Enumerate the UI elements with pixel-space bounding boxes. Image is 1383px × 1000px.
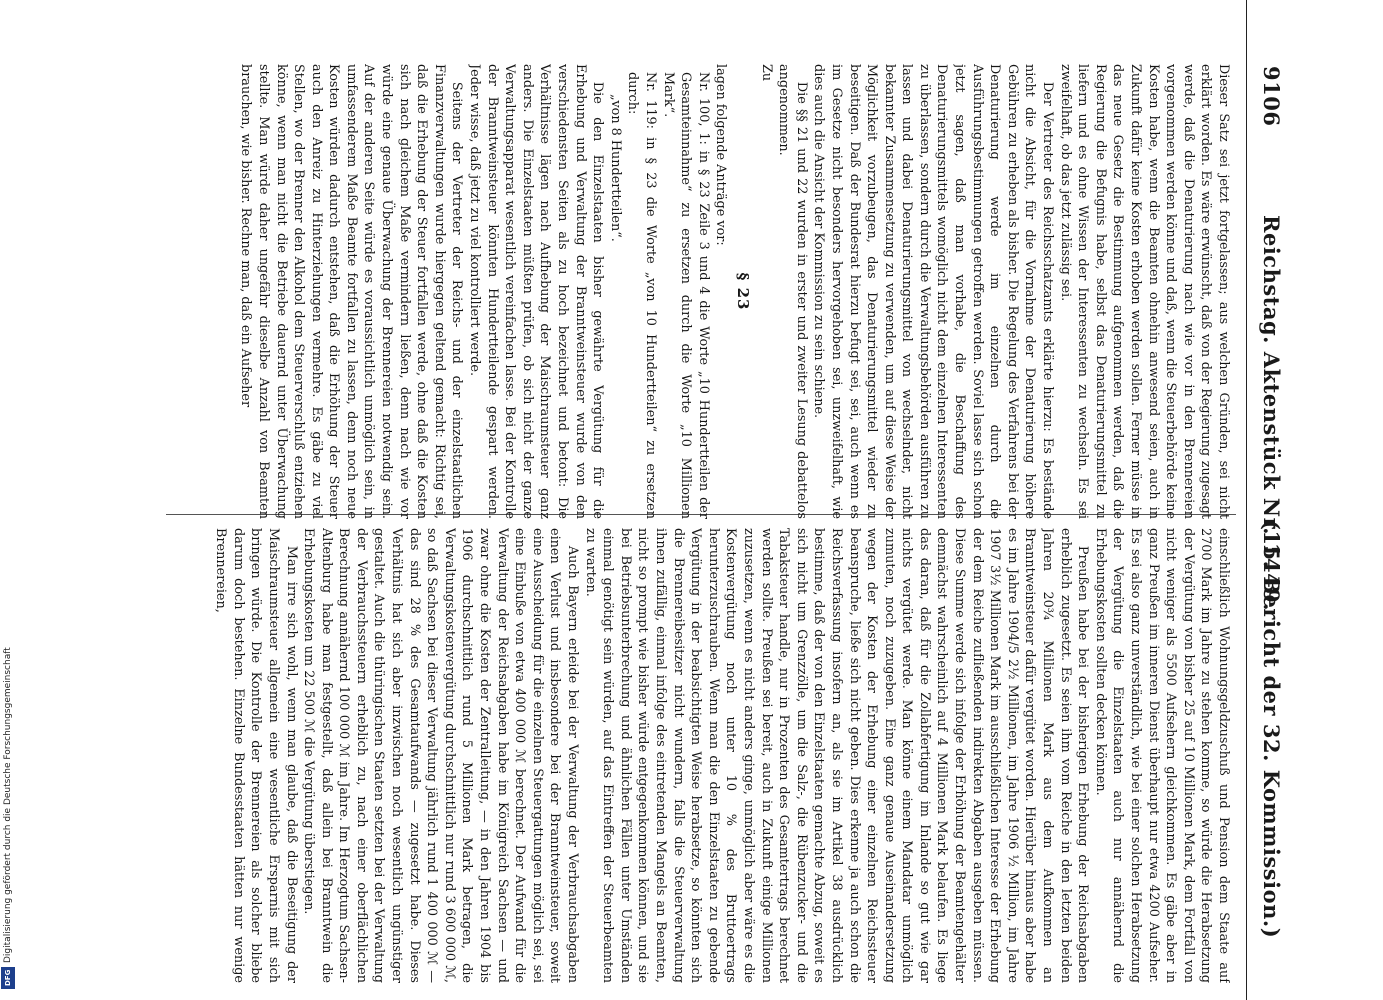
page-header — [1246, 0, 1290, 1000]
document-title: Reichstag. Aktenstück Nr. 1449. — [1259, 215, 1284, 612]
motion-item — [659, 64, 712, 519]
motion-label: Nr. 119: — [643, 72, 658, 129]
page-number: 9106 — [1259, 66, 1284, 127]
right-paragraph: einschließlich Wohnungsgeldzuschuß und Pension dem Staate auf 2700 Mark im Jahre zu stehen komme, so würde die Herabsetzung der Vergütung von bisher 25 auf 10 Millionen Mark, dem Fortfall von nicht weniger als 5500 Aufsehern gleichkommen. Es gäbe aber in ganz Preußen im inneren Dienst überhaupt nur etwa 4200 Aufseher. Es sei also ganz unverständlich, wie bei einer solchen Herabsetzung der Vergütung die Einzelstaaten auch nur annähernd die Erhebungskosten sollten decken können. — [1092, 528, 1231, 983]
left-column — [152, 64, 1232, 519]
dfg-logo: DFG — [1, 967, 15, 989]
report-title: (15. Bericht der 32. Kommission.) — [1259, 520, 1284, 939]
motion-text: in § 23 die Worte „von 10 Hundertteilen“ zu ersetzen durch: — [625, 72, 658, 519]
left-paragraph: Die den Einzelstaaten bisher gewährte Vergütung für die Erhebung und Verwaltung der Branntweinsteuer wurde von den verschiedensten Seiten als zu hoch bezeichnet und betont: Die Verhältnisse lägen nach Aufhebung der Maischraumsteuer ganz anders. Die Einzelstaaten müßten prüfen, ob sich nicht der ganze Verwaltungsapparat wesentlich vereinfachen lasse. Bei der Kontrolle der Branntweinsteuer könnten Hundertteilende gespart werden. Jeder wisse, daß jetzt zu viel kontrolliert werde. — [467, 64, 606, 519]
motion-label: Nr. 100, 1: — [695, 72, 711, 145]
left-paragraph: Dieser Satz sei jetzt fortgelassen; aus welchen Gründen, sei nicht erklärt worden. Es wäre erwünscht, daß von der Regierung zugesagt werde, daß die Denaturierung nach wie vor in den Brennereien vorgenommen werden könne und daß, wenn die Steuerbehörde keine Kosten habe, wenn die Beamten ohnehin anwesend seien, auch in Zukunft dafür keine Kosten erhoben werden sollen. Ferner müsse in das neue Gesetz die Bestimmung aufgenommen werden, daß die Regierung die Befugnis habe, selbst das Denaturierungsmittel zu liefern und es ohne Wissen der Interessenten zu wechseln. Es sei zweifelhaft, ob das jetzt zulässig sei. — [1057, 64, 1231, 519]
motion-item — [624, 64, 659, 519]
motions-intro: lagen folgende Anträge vor: — [713, 64, 729, 246]
motion-quote: „von 8 Hundertteilen“. — [607, 94, 623, 242]
right-paragraph: Preußen habe bei der bisherigen Erhebung der Reichsabgaben erheblich zugesetzt. Es seien ihm vom Reiche in den letzten beiden Jahren 20¾ Millionen Mark aus dem Aufkommen an Branntweinsteuer dafür vergütet worden. Hierüber hinaus aber habe es im Jahre 1904/5 2½ Millionen, im Jahre 1906 ½ Million, im Jahre 1907 3½ Millionen Mark im ausschließlichen Interesse der Erhebung der dem Reiche zufließenden indirekten Abgaben ausgeben müssen. Diese Summe werde sich infolge der Erhöhung der Beamtengehälter demnächst wahrscheinlich auf 4 Millionen Mark belaufen. Es liege das daran, daß für die Zollabfertigung im Inlande so gut wie gar nichts vergütet werde. Man könne einem Mandatar unmöglich zumuten, noch zuzugeben. Eine ganz genaue Auseinandersetzung wegen der Kosten der Erhebung einer einzelnen Reichssteuer beanspruche, ließe sich nicht geben. Dies erkenne ja auch schon die Reichsverfassung insofern an, als sie im Artikel 38 ausdrücklich bestimme, daß der von den Einzelstaaten gemachte Abzug, soweit es sich nicht um Grenzzölle, um die Salz-, die Rübenzucker- und die Tabaksteuer handle, nur in Prozenten des Gesamtertrags berechnet werden sollte. Preußen sei bereit, auch in Zukunft einige Millionen zuzusetzen, wenn es nicht anders ginge, unmöglich aber wäre es die Kostenvergütung noch unter 10 % des Bruttoertrags herunterzuschrauben. Wenn man die den Einzelstaaten zu gebende Vergütung in der beabsichtigten Weise herabsetze, so könnten sich die Brennereibesitzer nicht wundern, falls die Steuerverwaltung ihnen zufällig, einmal infolge des eintretenden Mangels an Beamten, nicht so prompt wie bisher würde entgegenkommen können, und sie bei Betriebsunterbrechung und ähnlichen Fällen unter Umständen einmal genötigt sein würden, auf das Eintreffen der Steuerbeamten zu warten. — [582, 528, 1091, 983]
left-paragraph: Der Vertreter des Reichsschatzamts erklärte hierzu: Es bestände nicht die Absicht, für die Vornahme der Denaturierung höhere Gebühren zu erheben als bisher. Die Regelung des Verfahrens bei der Denaturierung werde im einzelnen durch die Ausführungsbestimmungen getroffen werden. Soviel lasse sich schon jetzt sagen, daß man vorhabe, die Beschaffung des Denaturierungsmittels womöglich nicht dem einzelnen Interessenten zu überlassen, sondern durch die Verwaltungsbehörden ausführen zu lassen und dabei Denaturierungsmittel von wechselnder, nicht bekannter Zusammensetzung zu verwenden, um auf diese Weise der Möglichkeit vorzubeugen, das Denaturierungsmittel wieder zu beseitigen. Daß der Bundesrat hierzu befugt sei, sei, auch wenn es im Gesetze nicht besonders hervorgehoben sei, unzweifelhaft, wie dies auch die Ansicht der Kommission zu sein schiene. — [811, 64, 1056, 519]
section-zu: Zu — [758, 64, 774, 82]
right-paragraph: Auch Bayern erleide bei der Verwaltung der Verbrauchsabgaben einen Verlust und insbesondere bei der Branntweinsteuer, soweit eine Ausscheidung für die einzelnen Steuergattungen möglich sei, sei eine Einbuße von etwa 400 000 ℳ berechnet. Der Aufwand für die Verwaltung der Reichsabgaben habe im Königreich Sachsen — und zwar ohne die Kosten der Zentralleitung, — in den Jahren 1904 bis 1906 durchschnittlich rund 5 Millionen Mark betragen, die Verwaltungskostenvergütung durchschnittlich nur rund 3 600 000 ℳ, so daß Sachsen bei dieser Verwaltung jährlich rund 1 400 000 ℳ — das sind 28 % des Gesamtaufwands — zugesetzt habe. Dieses Verhältnis hat sich aber inzwischen noch wesentlich ungünstiger gestaltet. Auch die thüringischen Staaten setzten bei der Verwaltung der Verbrauchssteuern erheblich zu, nach einer oberflächlichen Berechnung annähernd 100 000 ℳ im Jahre. Im Herzogtum Sachsen-Altenburg habe man festgestellt, daß allein bei Branntwein die Erhebungskosten um 22 500 ℳ die Vergütung überstiegen. — [301, 528, 581, 983]
section-heading: § 23 — [733, 272, 752, 311]
credit-text: Digitalisierung gefördert durch die Deutsche Forschungsgemeinschaft — [3, 647, 13, 963]
right-column — [152, 528, 1232, 983]
right-paragraph: Man irre sich wohl, wenn man glaube, daß die Beseitigung der Maischraumsteuer allgemein eine wesentliche Ersparnis mit sich bringen würde. Die Kontrolle der Brennereien als solcher bliebe darum doch bestehen. Einzelne Bundesstaaten hätten nur wenige Brennereien, — [213, 528, 299, 983]
motion-text: in § 23 Zeile 3 und 4 die Worte „10 Hundertteilen der Gesamteinnahme“ zu ersetzen durch die Worte „10 Millionen Mark“. — [660, 72, 711, 519]
left-paragraph: Seitens der Vertreter der Reichs- und der einzelstaatlichen Finanzverwaltungen wurde hiergegen geltend gemacht: Richtig sei, daß die Erhebung der Steuer fortfallen werde, ohne daß die Kosten sich nach gleichem Maße vermindern ließen, denn nach wie vor würde eine genaue Überwachung der Brennereien notwendig sein. Auf der anderen Seite würde es voraussichtlich unmöglich sein, in umfassenderem Maße Beamte fortfallen zu lassen, denn noch neue Kosten würden dadurch entstehen, daß die Erhöhung der Steuer auch den Anreiz zu Hinterziehungen vermehre. Es gäbe zu viel Stellen, wo der Brenner den Alkohol dem Steuerverschluß entziehen könne, wenn man nicht die Betriebe dauernd unter Überwachung stellte. Man würde daher ungefähr dieselbe Anzahl von Beamten brauchen, wie bisher. Rechne man, daß ein Aufseher — [238, 64, 465, 519]
left-paragraph: Die §§ 21 und 22 wurden in erster und zweiter Lesung debattelos angenommen. — [776, 64, 809, 519]
digitization-credit — [1, 0, 16, 1000]
